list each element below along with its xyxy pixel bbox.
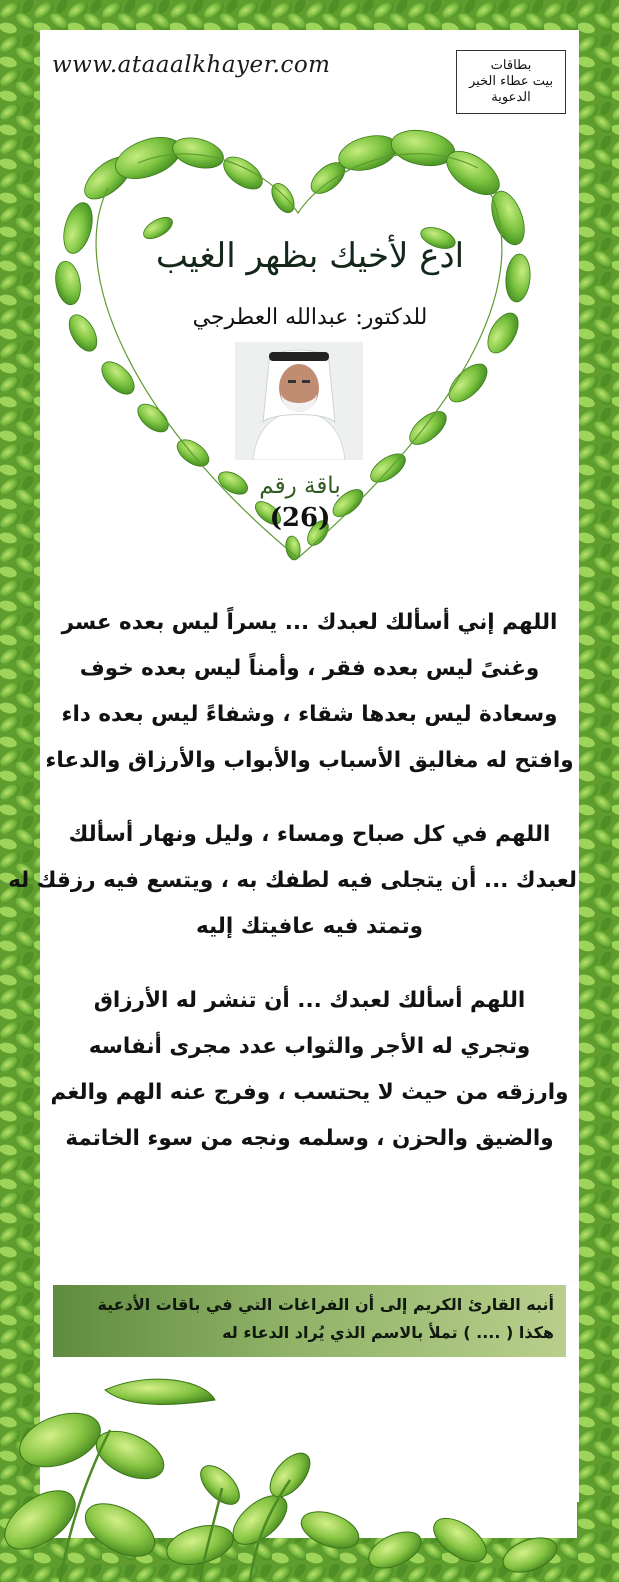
prayer-line: وتجري له الأجر والثواب عدد مجرى أنفاسه — [88, 1034, 531, 1059]
logo-line: بطاقات — [490, 58, 532, 73]
package-label: باقة رقم — [259, 473, 341, 499]
logo-line: بيت عطاء الخير — [468, 74, 554, 89]
package-number: (26) — [269, 503, 331, 533]
notice-line: هكذا ( .... ) تملأ بالاسم الذي يُراد الدعاء له — [222, 1323, 554, 1342]
reader-notice — [53, 1285, 566, 1357]
website-url[interactable]: www.ataaalkhayer.com — [52, 52, 331, 78]
prayer-paragraph — [42, 600, 577, 784]
prayer-text — [8, 600, 577, 1190]
prayer-line: وارزقه من حيث لا يحتسب ، وفرج عنه الهم والغم — [50, 1080, 569, 1105]
prayer-line: لعبدك ... أن يتجلى فيه لطفك به ، ويتسع فيه رزقك له — [8, 868, 577, 893]
prayer-paragraph — [8, 812, 577, 950]
author-photo — [235, 342, 363, 460]
bottom-foliage-decoration — [0, 1370, 619, 1582]
prayer-line: وتمتد فيه عافيتك إليه — [195, 914, 424, 939]
notice-line: أنبه القارئ الكريم إلى أن الفراغات التي في باقات الأدعية — [97, 1295, 554, 1314]
publisher-logo — [456, 50, 566, 114]
prayer-line: وغنىً ليس بعده فقر ، وأمناً ليس بعده خوف — [79, 656, 540, 681]
prayer-paragraph — [42, 978, 577, 1162]
prayer-line: اللهم في كل صباح ومساء ، وليل ونهار أسألك — [68, 822, 551, 847]
prayer-line: وافتح له مغاليق الأسباب والأبواب والأرزاق والدعاء — [45, 748, 574, 773]
logo-line: الدعوية — [491, 90, 531, 105]
card-title: ادع لأخيك بظهر الغيب — [155, 236, 465, 276]
prayer-line: اللهم أسألك لعبدك ... أن تنشر له الأرزاق — [93, 988, 526, 1013]
author-name: للدكتور: عبدالله العطرجي — [192, 305, 428, 330]
prayer-line: والضيق والحزن ، وسلمه ونجه من سوء الخاتمة — [65, 1126, 554, 1151]
prayer-line: وسعادة ليس بعدها شقاء ، وشفاءً ليس بعده داء — [61, 702, 558, 727]
prayer-line: اللهم إني أسألك لعبدك ... يسراً ليس بعده عسر — [61, 610, 558, 635]
